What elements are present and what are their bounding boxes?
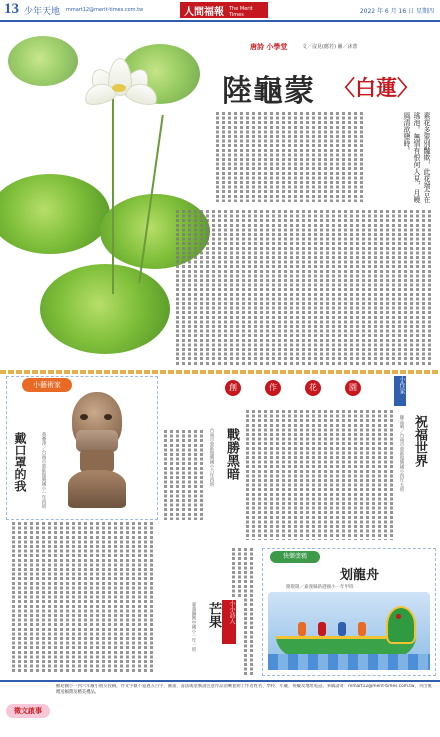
doodle-title: 划龍舟 [340,568,380,583]
war-byline: 台南市東區復興國小六年四班 [209,428,214,487]
poem-byline: 嘉義縣興中國小一年一班 [191,602,196,652]
feature-subtitle: 〈白蓮〉 [334,75,418,100]
dragon-boat-drawing [268,592,430,670]
column-tag: 唐詩 小學堂 [250,43,288,51]
section-label: 小作家 [394,376,406,406]
war-title: 戰勝黑暗 [224,428,239,480]
art-byline: 黃薈淨／台南市東區復興國小一年四班 [41,432,46,509]
doodle-byline: 簡敬閎／嘉義縣新港國小一年甲班 [286,585,354,590]
masthead-en: The Merit Times [229,6,253,18]
section-circle-2: 作 [265,380,281,396]
section-circle-1: 創 [225,380,241,396]
clay-sculpture-image [66,392,128,510]
poem-title: 芒果 [206,602,221,628]
poem-text: 素花多蒙別豔欺，此花端合在瑤池。無情有恨何人見，月曉風清欲墮時。 [403,112,431,203]
art-title: 戴口罩的我 [13,432,27,492]
section-circle-4: 園 [345,380,361,396]
contact-email[interactable]: mmart12@merit-times.com.tw [66,7,144,13]
feature-byline: 文／沒見(應若) 圖／沐蕾 [302,44,358,50]
feature-title: 陸龜蒙 [222,74,315,109]
section-circle-3: 花 [305,380,321,396]
blessing-byline: 陳品晴／台南市東區復興國小四年五班 [399,415,404,492]
page-number: 13 [4,1,19,17]
section-name: 少年天地 [24,7,61,17]
submission-notice: 歡迎國小一到六年級小朋友投稿，作文字數不超過五百字，圖畫、書法或塗鴉請注意作品清晰並附上作者姓名、學校、年級、班級及地址電話。來稿請寄：mmart12@merit-times.com.tw，刊出後贈送稿費及精美禮品。 [56,684,432,695]
masthead-logo [180,2,268,18]
section-divider [0,370,440,374]
poem-label: 小小詩人 [222,600,236,644]
blessing-title: 祝福世界 [412,415,427,467]
art-corner-label: 小藝術家 [22,378,72,392]
masthead-cn: 人間福報 [184,7,224,18]
issue-date: 2022 年 6 月 16 日 星期四 [359,8,434,15]
doodle-label: 快樂塗鴉 [270,551,320,563]
submission-label: 徵文啟事 [6,704,50,718]
